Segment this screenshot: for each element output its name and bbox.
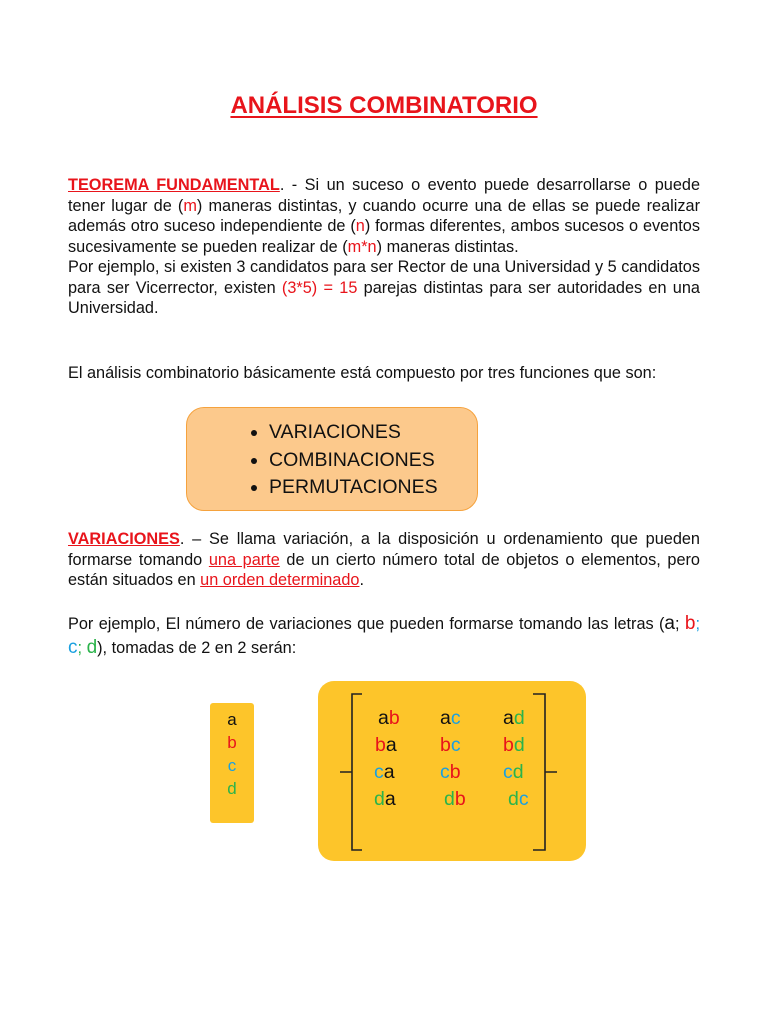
functions-box xyxy=(186,407,478,511)
function-item: • PERMUTACIONES xyxy=(269,474,477,502)
letter-item: b xyxy=(227,733,237,752)
letters-box xyxy=(210,703,254,823)
underlined-term: una parte xyxy=(208,550,280,569)
left-bracket xyxy=(340,694,362,850)
letter-a: a xyxy=(664,613,675,634)
letter-item: a xyxy=(227,710,237,729)
letter-c: c xyxy=(68,637,78,658)
pair-db: db xyxy=(444,788,466,810)
teorema-label: TEOREMA FUNDAMENTAL xyxy=(68,176,280,194)
page-title: ANÁLISIS COMBINATORIO xyxy=(230,92,538,119)
pair-ab: ab xyxy=(378,707,400,729)
pair-bd: bd xyxy=(503,734,525,756)
underlined-term: un orden determinado xyxy=(200,571,360,589)
pair-ca: ca xyxy=(374,761,395,783)
variaciones-label: VARIACIONES xyxy=(68,530,180,548)
pair-da: da xyxy=(374,788,396,810)
pair-ac: ac xyxy=(440,707,461,729)
letter-d: d xyxy=(86,637,98,658)
right-bracket xyxy=(533,694,557,850)
m-variable: m xyxy=(183,196,197,215)
variaciones-paragraph: VARIACIONES. – Se llama variación, a la disposición u ordenamiento que pueden formarse tomando una parte de un cierto número total de objetos o elementos, pero están situados en un orden determinado. xyxy=(68,530,700,589)
function-item: • COMBINACIONES xyxy=(269,447,477,475)
formula-example: (3*5) = 15 xyxy=(281,278,358,297)
letter-item: d xyxy=(227,779,237,798)
variations-matrix xyxy=(318,681,586,861)
intro-paragraph: El análisis combinatorio básicamente está compuesto por tres funciones que son: xyxy=(68,364,657,382)
letter-item: c xyxy=(227,756,237,775)
pair-cd: cd xyxy=(503,761,524,783)
pair-cb: cb xyxy=(440,761,461,783)
pair-ba: ba xyxy=(375,734,397,756)
example-paragraph: Por ejemplo, El número de variaciones que pueden formarse tomando las letras (a; b; c; d), tomadas de 2 en 2 serán: xyxy=(68,613,700,658)
letter-b: b xyxy=(684,613,696,634)
teorema-paragraph: TEOREMA FUNDAMENTAL. - Si un suceso o evento puede desarrollarse o puede tener lugar de (m) maneras distintas, y cuando ocurre una de ellas se puede realizar además otro suceso independiente de (n) formas diferentes, ambos sucesos o eventos sucesivamente se pueden realizar de (m*n) maneras distintas. Por ejemplo, si existen 3 candidatos para ser Rector de una Universidad y 5 candidatos para ser Vicerrector, existen (3*5) = 15 parejas distintas para ser autoridades en una Universidad. xyxy=(68,176,700,317)
n-variable: n xyxy=(355,217,365,235)
pair-ad: ad xyxy=(503,707,525,729)
mn-product: m*n xyxy=(347,237,377,256)
pair-bc: bc xyxy=(440,734,461,756)
pair-dc: dc xyxy=(508,788,529,810)
function-item: • VARIACIONES xyxy=(269,419,477,447)
functions-list xyxy=(187,408,477,502)
